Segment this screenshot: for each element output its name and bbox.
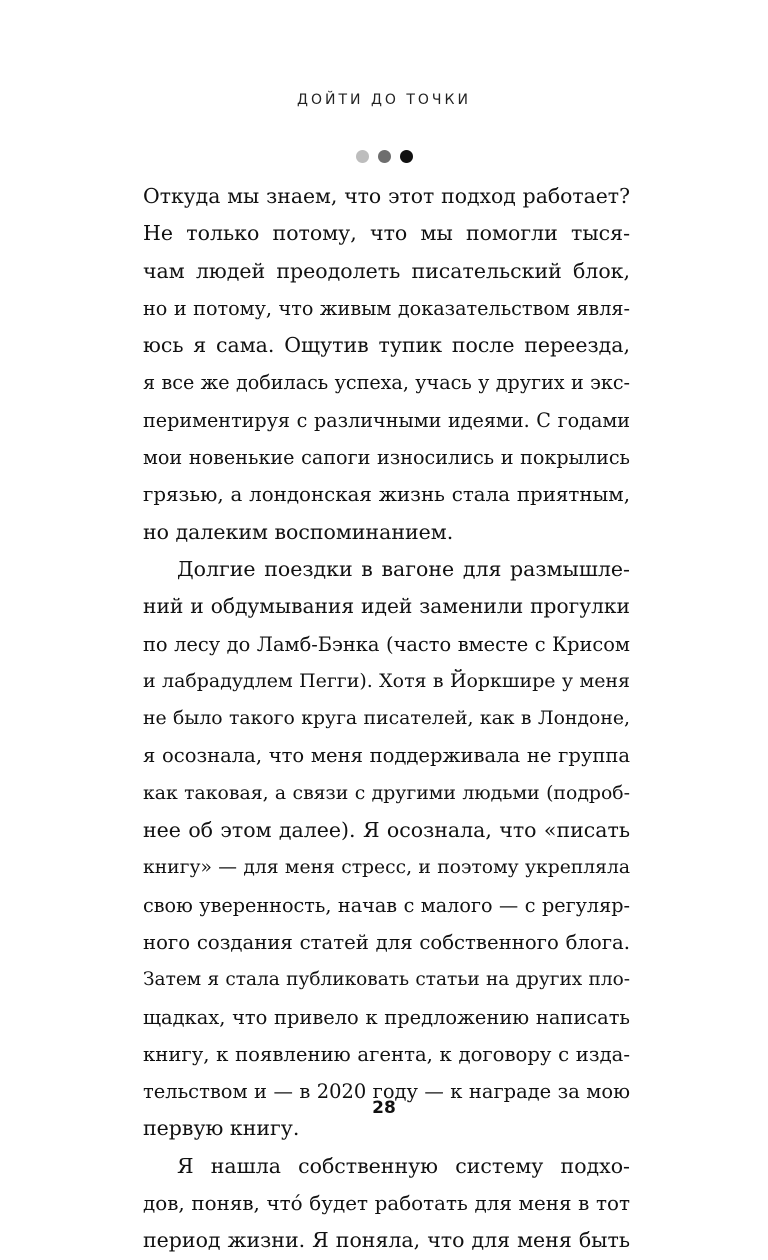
text-line: книгу, к появлению агента, к договору с изда- — [143, 1042, 630, 1066]
text-line: я осознала, что меня поддерживала не группа — [143, 744, 630, 768]
page-number: 28 — [372, 1098, 396, 1118]
paragraph — [143, 178, 630, 551]
section-ornament — [0, 150, 768, 163]
text-line: нее об этом далее). Я осознала, что «писать — [143, 818, 630, 843]
text-line: и лабрадудлем Пегги). Хотя в Йоркшире у меня — [143, 669, 630, 692]
text-line: ного создания статей для собственного блога. — [143, 930, 630, 954]
text-line: Я нашла собственную систему подхо- — [177, 1153, 630, 1178]
text-line: Затем я стала публиковать статьи на других пло- — [143, 969, 630, 991]
text-line: юсь я сама. Ощутив тупик после переезда, — [143, 333, 630, 358]
text-line: первую книгу. — [143, 1116, 300, 1141]
paragraph — [143, 1148, 630, 1260]
text-line: дов, поняв, чтó будет работать для меня в тот — [143, 1192, 630, 1216]
ornament-dot-medium — [378, 150, 391, 163]
text-line: но далеким воспоминанием. — [143, 519, 454, 544]
text-line: периментируя с различными идеями. С годами — [143, 408, 630, 432]
text-line: книгу» — для меня стресс, и поэтому укрепляла — [143, 857, 630, 879]
text-line: свою уверенность, начав с малого — с регуляр- — [143, 893, 630, 917]
text-line: щадках, что привело к предложению написать — [143, 1005, 630, 1029]
ornament-dot-light — [356, 150, 369, 163]
running-head: ДОЙТИ ДО ТОЧКИ — [297, 92, 471, 108]
ornament-dot-dark — [400, 150, 413, 163]
text-line: чам людей преодолеть писательский блок, — [143, 258, 630, 283]
text-line: период жизни. Я поняла, что для меня быть — [143, 1228, 630, 1253]
text-line: как таковая, а связи с другими людьми (подроб- — [143, 782, 630, 804]
text-line: Не только потому, что мы помогли тыся- — [143, 221, 630, 246]
text-line: не было такого круга писателей, как в Лондоне, — [143, 708, 630, 730]
text-line: ний и обдумывания идей заменили прогулки — [143, 594, 630, 619]
paragraph — [143, 551, 630, 1148]
text-line: грязью, а лондонская жизнь стала приятным, — [143, 483, 630, 507]
text-line: но и потому, что живым доказательством явля- — [143, 296, 630, 320]
text-line: мои новенькие сапоги износились и покрылись — [143, 446, 630, 470]
text-line: Долгие поездки в вагоне для размышле- — [177, 556, 630, 581]
text-line: по лесу до Ламб-Бэнка (часто вместе с Крисом — [143, 632, 630, 656]
text-line: я все же добилась успеха, учась у других и экс- — [143, 371, 630, 395]
text-line: тельством и — в 2020 году — к награде за мою — [143, 1080, 630, 1104]
text-line: Откуда мы знаем, что этот подход работает? — [143, 184, 630, 208]
